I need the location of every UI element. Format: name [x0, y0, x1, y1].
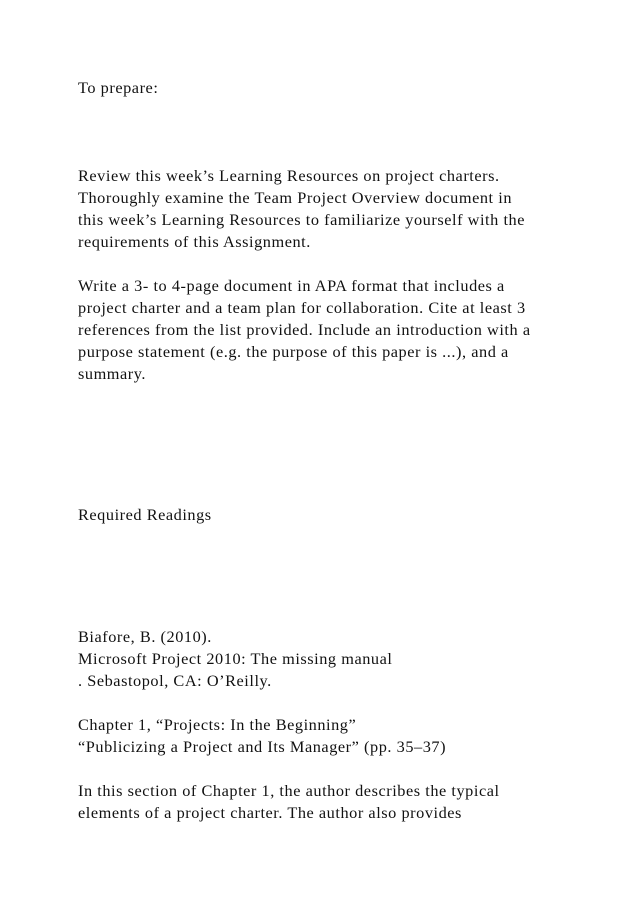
section-paragraph-line-2: elements of a project charter. The author also provides	[78, 803, 462, 822]
write-paragraph-line-3: references from the list provided. Include an introduction with a	[78, 320, 531, 339]
chapter-line-1: Chapter 1, “Projects: In the Beginning”	[78, 715, 357, 734]
chapter-line-2: “Publicizing a Project and Its Manager” (pp. 35–37)	[78, 737, 447, 756]
review-paragraph-line-2: Thoroughly examine the Team Project Overview document in	[78, 188, 513, 207]
review-paragraph-line-1: Review this week’s Learning Resources on project charters.	[78, 166, 500, 185]
section-paragraph-line-1: In this section of Chapter 1, the author describes the typical	[78, 781, 500, 800]
review-paragraph-line-3: this week’s Learning Resources to familiarize yourself with the	[78, 210, 525, 229]
review-paragraph-line-4: requirements of this Assignment.	[78, 232, 311, 251]
to-prepare-label: To prepare:	[78, 78, 159, 97]
reference-line-3: . Sebastopol, CA: O’Reilly.	[78, 671, 272, 690]
required-readings-heading: Required Readings	[78, 505, 212, 524]
reference-line-1: Biafore, B. (2010).	[78, 627, 212, 646]
write-paragraph-line-5: summary.	[78, 364, 147, 383]
reference-line-2: Microsoft Project 2010: The missing manual	[78, 649, 393, 668]
write-paragraph-line-4: purpose statement (e.g. the purpose of this paper is ...), and a	[78, 342, 509, 361]
write-paragraph-line-2: project charter and a team plan for collaboration. Cite at least 3	[78, 298, 526, 317]
write-paragraph-line-1: Write a 3- to 4-page document in APA format that includes a	[78, 276, 505, 295]
